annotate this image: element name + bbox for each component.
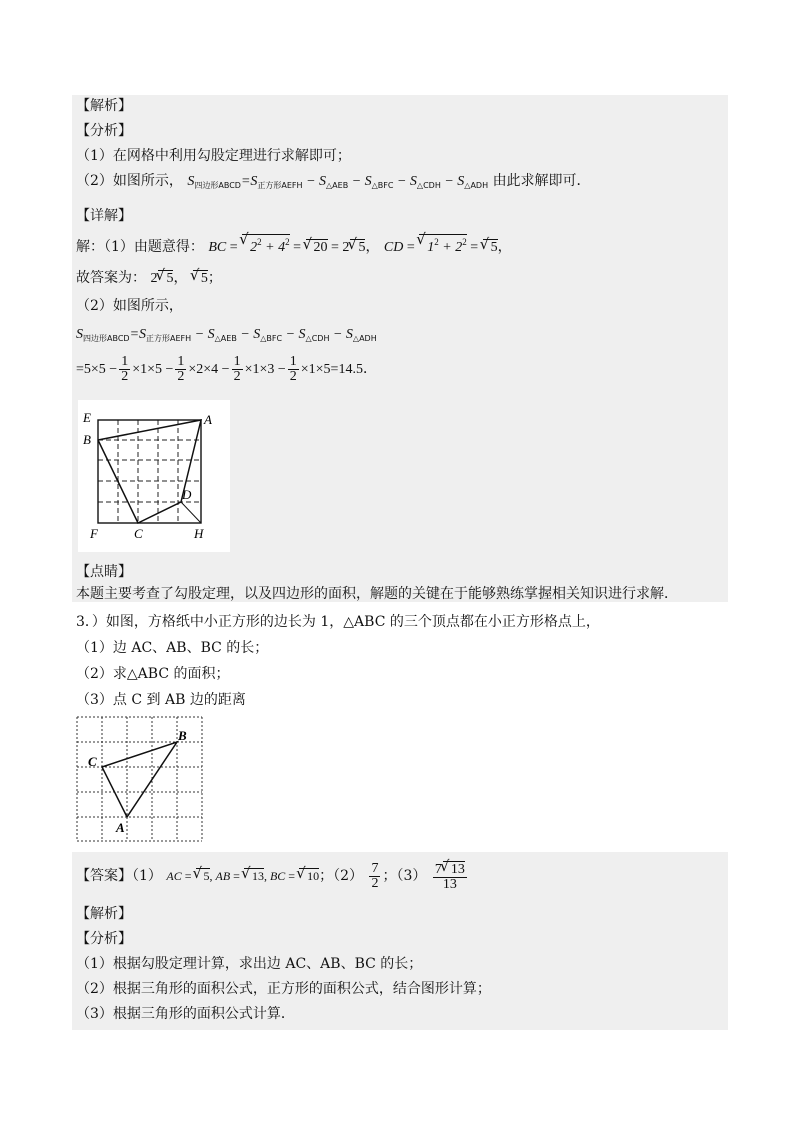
answer-bc: 2√ 5 — [150, 271, 173, 286]
answer-part-3-label: ；（3） — [382, 868, 427, 884]
label-f: F — [90, 526, 98, 541]
solution-line-2: （2）如图所示， — [76, 298, 183, 314]
label-a: A — [116, 820, 125, 835]
q3-stem: 3．）如图，方格纸中小正方形的边长为 1，△ABC 的三个顶点都在小正方形格点上， — [76, 614, 600, 630]
figure-triangle — [74, 714, 206, 844]
q3-part-2: （2）求△ABC 的面积； — [76, 666, 230, 682]
answer-row — [76, 858, 469, 894]
figure-quadrilateral-svg — [78, 400, 230, 552]
answer-heading: 【答案】 — [76, 868, 132, 884]
area-formula-2: $S_{四边形ABCD}=S_{正方形AEFH} - S_{\triangle AEB} - S_{\triangle BFC} - S_{\triangle CDH} - S_{\triangle ADH}$ — [76, 327, 377, 343]
fenxi-heading: 【分析】 — [76, 123, 132, 139]
area-computation: =5×5 − $\frac{1}{2}$ ×1×5 − $\frac{1}{2}$ ×2×4 − $\frac{1}{2}$ ×1×3 − $\frac{1}{2}$ ×1×5=14.5． — [76, 354, 377, 385]
dianjing-heading: 【点睛】 — [76, 564, 132, 580]
ans-analysis-3: （3）根据三角形的面积公式计算． — [76, 1006, 295, 1022]
label-b: B — [83, 432, 91, 447]
dianjing-text: 本题主要考查了勾股定理，以及四边形的面积，解题的关键在于能够熟练掌握相关知识进行求解． — [76, 586, 678, 602]
answer-part-2: $\frac{7}{2}$ — [371, 860, 379, 891]
analysis-line-2-prefix: （2）如图所示， — [76, 173, 183, 189]
answer-part-2-label: ；（2） — [319, 868, 363, 884]
label-d: D — [182, 487, 192, 502]
answer-cd: √ 5 — [192, 271, 208, 286]
q3-part-3: （3）点 C 到 AB 边的距离 — [76, 692, 246, 708]
ans-jiexi-heading: 【解析】 — [76, 906, 132, 922]
label-a: A — [204, 412, 212, 427]
figure-triangle-svg — [74, 714, 206, 844]
analysis-line-2-suffix: 由此求解即可． — [492, 173, 591, 189]
figure-quadrilateral — [78, 400, 230, 552]
jiexi-heading: 【解析】 — [76, 98, 132, 114]
ans-fenxi-heading: 【分析】 — [76, 931, 132, 947]
answer-line: 故答案为： 2√ 5， √ 5； — [76, 268, 222, 289]
answer-prefix: 故答案为： — [76, 270, 146, 286]
label-h: H — [194, 526, 204, 541]
answer-part-1: AC = √ 5, AB = √ 13, BC = √ 10 — [166, 869, 319, 883]
analysis-line-1: （1）在网格中利用勾股定理进行求解即可； — [76, 148, 351, 164]
ans-analysis-2: （2）根据三角形的面积公式，正方形的面积公式，结合图形计算； — [76, 981, 491, 997]
solution-line-1: 解：（1）由题意得： BC = √ $2^2 + 4^2$ = √ 20 = 2√ 5， CD = √ $1^2 + 2^2$ = √ 5， — [76, 234, 512, 258]
label-c: C — [88, 754, 97, 769]
solution-prefix: 解：（1）由题意得： — [76, 239, 204, 255]
q3-part-1: （1）边 AC、AB、BC 的长； — [76, 640, 269, 656]
answer-part-3: $\frac{7√ 13}{13}$ — [433, 861, 467, 892]
label-e: E — [83, 410, 91, 425]
ans-analysis-1: （1）根据勾股定理计算，求出边 AC、AB、BC 的长； — [76, 956, 423, 972]
xiangjie-heading: 【详解】 — [76, 208, 132, 224]
label-c: C — [134, 526, 143, 541]
analysis-line-2 — [76, 171, 591, 196]
answer-part-1-label: （1） — [132, 868, 162, 884]
bc-formula: BC = √ $2^2 + 4^2$ = √ 20 = 2√ 5 — [208, 240, 365, 255]
cd-formula: CD = √ $1^2 + 2^2$ = √ 5 — [384, 240, 498, 255]
area-formula: $S_{四边形ABCD}=S_{正方形AEFH} - S_{\triangle AEB} - S_{\triangle BFC} - S_{\triangle CDH} - S_{\triangle ADH}$ — [187, 174, 489, 190]
label-b: B — [178, 728, 187, 743]
area-result: =14.5 — [330, 362, 363, 377]
